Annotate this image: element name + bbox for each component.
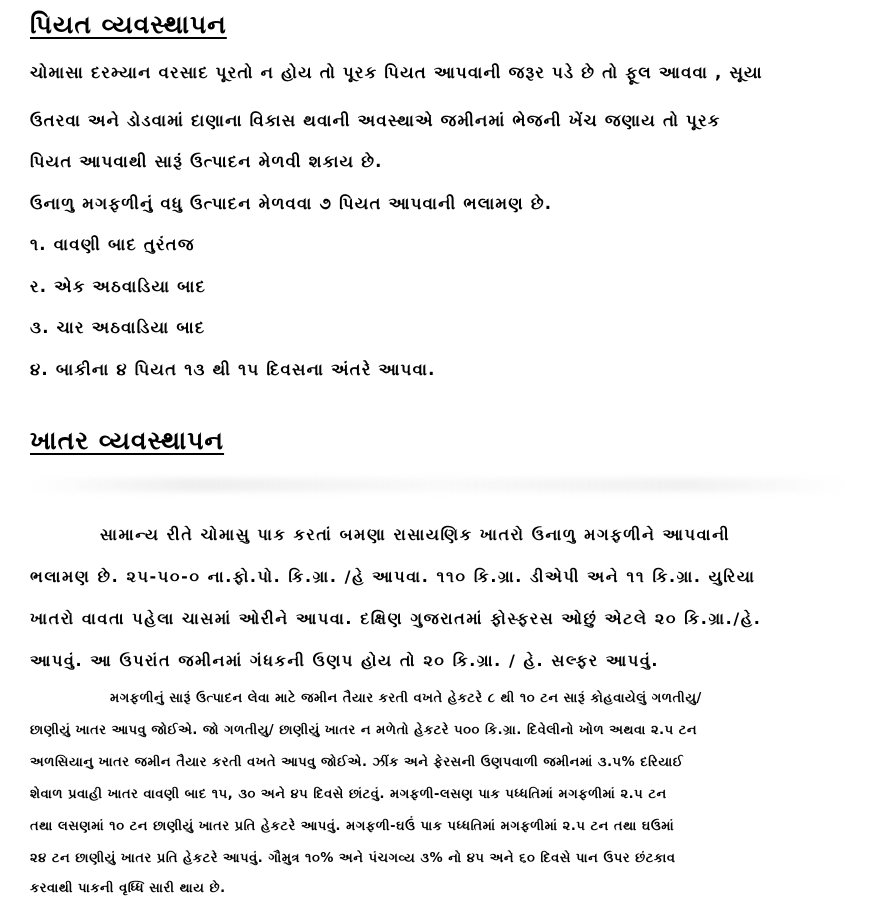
irrigation-line-4: ઉનાળુ મગફળીનું વધુ ઉત્પાદન મેળવવા ૭ પિયત આપવાની ભલામણ છે.	[30, 194, 553, 213]
irrigation-step-4: ૪. બાકીના ૪ પિયત ૧૩ થી ૧૫ દિવસના અંતરે આપવા.	[30, 360, 436, 379]
irrigation-heading: પિયત વ્યવસ્થાપન	[30, 10, 227, 39]
irrigation-line-1: ચોમાસા દરમ્યાન વરસાદ પૂરતો ન હોય તો પૂરક પિયત આપવાની જરૂર પડે છે તો ફૂલ આવવા , સૂયા	[30, 63, 763, 82]
fertilizer-heading: ખાતર વ્યવસ્થાપન	[30, 426, 225, 455]
fertilizer-para2-line-4: શેવાળ પ્રવાહી ખાતર વાવણી બાદ ૧૫, ૩૦ અને ૪૫ દિવસે છાંટવું. મગફળી-લસણ પાક પધ્ધતિમાં મગફળીમાં ૨.૫ ટન	[30, 787, 667, 802]
irrigation-line-3: પિયત આપવાથી સારૂં ઉત્પાદન મેળવી શકાય છે.	[30, 152, 383, 171]
fertilizer-para2-line-2: છાણીયું ખાતર આપવુ જોઈએ. જો ગળતીયુ/ છાણીયું ખાતર ન મળેતો હેકટરે ૫૦૦ કિ.ગ્રા. દિવેલીનો ખોળ અથવા ૨.૫ ટન	[30, 723, 698, 738]
irrigation-step-1: ૧. વાવણી બાદ તુરંતજ	[30, 235, 195, 254]
fertilizer-para2-line-6: ૨૪ ટન છાણીયું ખાતર પ્રતિ હેકટરે આપવું. ગૌમુત્ર ૧૦% અને પંચગવ્ય ૩% નો ૪૫ અને ૬૦ દિવસે પાન ઉપર છંટકાવ	[30, 851, 676, 866]
irrigation-step-2: ર. એક અઠવાડિયા બાદ	[30, 277, 207, 296]
fertilizer-para1-line-1: સામાન્ય રીતે ચોમાસુ પાક કરતાં બમણા રાસાયણિક ખાતરો ઉનાળુ મગફળીને આપવાની	[100, 525, 731, 544]
irrigation-step-3: ૩. ચાર અઠવાડિયા બાદ	[30, 318, 206, 337]
fertilizer-para1-line-2: ભલામણ છે. ૨૫-૫૦-૦ ના.ફો.પો. કિ.ગ્રા. /હે આપવા. ૧૧૦ કિ.ગ્રા. ડીએપી અને ૧૧ કિ.ગ્રા. યુરિયા	[30, 567, 756, 586]
scan-smudge	[30, 478, 850, 492]
fertilizer-para2-line-1: મગફળીનું સારૂં ઉત્પાદન લેવા માટે જમીન તૈયાર કરતી વખતે હેકટરે ૮ થી ૧૦ ટન સારૂં કોહવાયેલું ગળતીયુ/	[110, 691, 702, 706]
fertilizer-para2-line-3: અળસિયાનુ ખાતર જમીન તૈયાર કરતી વખતે આપવુ જોઈએ. ઝીંક અને ફેરસની ઉણપવાળી જમીનમાં ૩.૫% દરિયાઈ	[30, 755, 684, 770]
fertilizer-para1-line-4: આપવું. આ ઉપરાંત જમીનમાં ગંધકની ઉણપ હોય તો ૨૦ કિ.ગ્રા. / હે. સલ્ફર આપવું.	[30, 651, 660, 670]
fertilizer-para1-line-3: ખાતરો વાવતા પહેલા ચાસમાં ઓરીને આપવા. દક્ષિણ ગુજરાતમાં ફોસ્ફરસ ઓછું એટલે ૨૦ કિ.ગ્રા./હે.	[30, 609, 762, 628]
irrigation-line-2: ઉતરવા અને ડોડવામાં દાણાના વિકાસ થવાની અવસ્થાએ જમીનમાં ભેજની ખેંચ જણાય તો પૂરક	[30, 111, 721, 130]
fertilizer-para2-line-7: કરવાથી પાકની વૃધ્ધિ સારી થાય છે.	[30, 881, 226, 896]
fertilizer-para2-line-5: તથા લસણમાં ૧૦ ટન છાણીયું ખાતર પ્રતિ હેકટરે આપવું. મગફળી-ઘઉં પાક પધ્ધતિમાં મગફળીમાં ૨.૫ ટન તથા ઘઉમાં	[30, 819, 675, 834]
